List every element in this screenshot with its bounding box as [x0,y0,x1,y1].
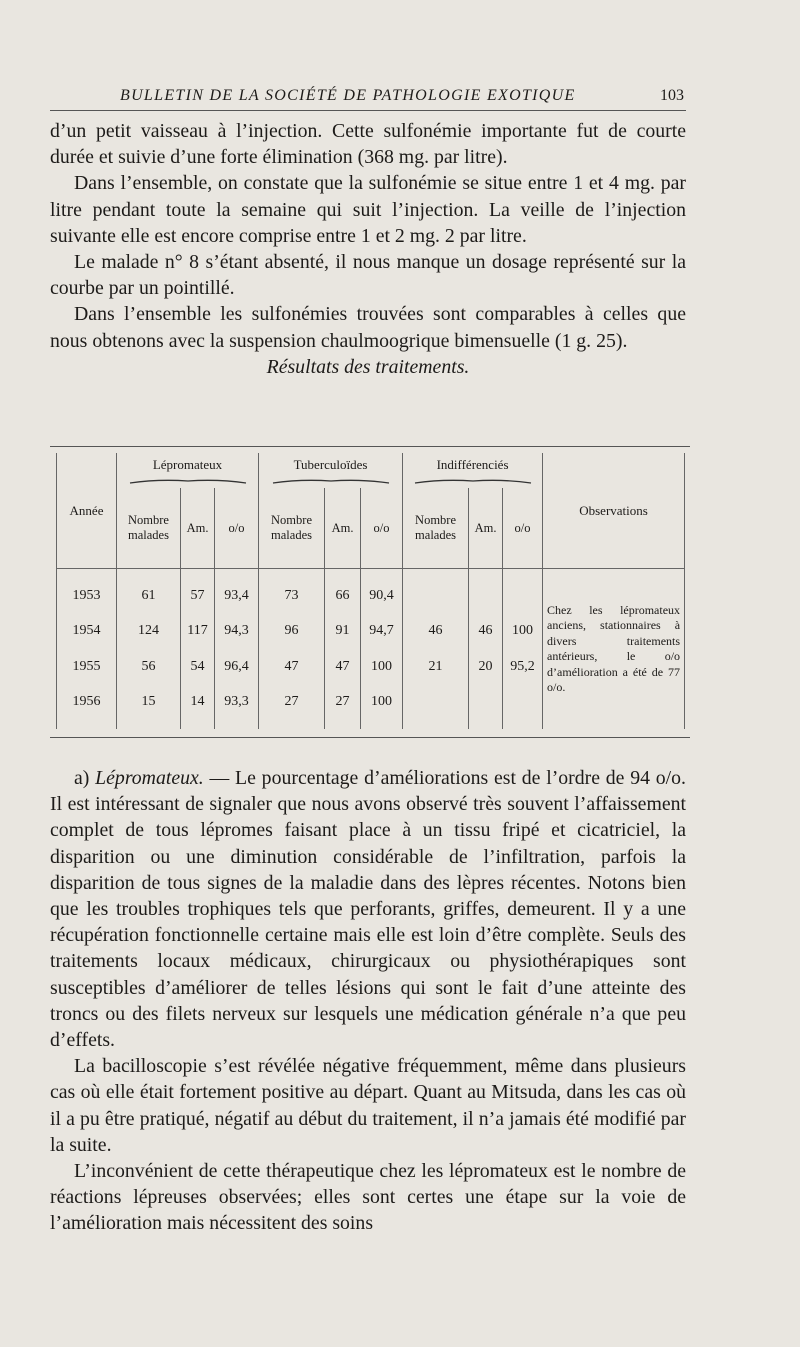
cell-tub-pct: 100 [361,649,403,684]
header-observations: Observations [543,453,685,569]
paragraph-label: a) [74,767,96,789]
cell-tub-nombre: 47 [259,649,325,684]
observation-cell: Chez les lépromateux anciens, stationnaires à divers traitements antérieurs, le o/o d’amélioration a été de 77 o/o. [543,569,685,729]
sub-header-am: Am. [325,488,361,568]
cell-ind-am [469,684,503,719]
paragraph-body: — Le pourcentage d’améliorations est de l’ordre de 94 o/o. Il est intéressant de signaler que nous avons observé très souvent l’affaissement complet de tous lépromes faisant place à un tissu fripé et cicatriciel, la disparition ou une diminution considérable de l’infiltration, parfois la disparition de tous signes de la maladie dans des lèpres récentes. Notons bien que les troubles trophiques tels que perforants, griffes, demeurent. Il y a une récupération fonctionnelle certaine mais elle est loin d’être complète. Seuls des traitements locaux médicaux, chirurgicaux ou physiothérapiques sont susceptibles d’améliorer de telles lésions qui sont le fait d’une atteinte des troncs ou des filets nerveux sur lesquels une médication générale n’a que peu d’effets. [50,767,686,1052]
paragraph-continued: d’un petit vaisseau à l’injection. Cette sulfonémie importante fut de courte durée et suivie d’une forte élimination (368 mg. par litre). [50,120,686,169]
paragraph-bacilloscopie: La bacilloscopie s’est révélée négative fréquemment, même dans plusieurs cas où elle était fortement positive au départ. Quant au Mitsuda, dans les cas où il a pu être pratiqué, négatif au début du traitement, il n’a jamais été modifié par la suite. [50,1055,686,1156]
brace-icon [128,477,248,485]
cell-tub-pct: 90,4 [361,579,403,614]
cell-ind-am [469,579,503,614]
text-block-before-table [50,118,686,380]
paragraph-inconvenient: L’inconvénient de cette thérapeutique chez les lépromateux est le nombre de réactions lépreuses observées; elles sont certes une étape sur la voie de l’amélioration mais nécessitent des soins [50,1160,686,1235]
group-indifferencies [403,453,543,488]
running-header [50,86,686,111]
sub-header-pct: o/o [215,488,259,568]
cell-tub-am: 66 [325,579,361,614]
cell-tub-nombre: 73 [259,579,325,614]
cell-ind-pct: 100 [503,614,543,649]
cell-lep-pct: 93,3 [215,684,259,719]
sub-header-am: Am. [181,488,215,568]
paragraph-comparison: Dans l’ensemble les sulfonémies trouvées sont comparables à celles que nous obtenons avec la suspension chaulmoogrique bimensuelle (1 g. 25). [50,303,686,352]
group-tuberculoides [259,453,403,488]
cell-ind-nombre [403,684,469,719]
cell-ind-am: 20 [469,649,503,684]
cell-lep-am: 57 [181,579,215,614]
group-lepromateux [117,453,259,488]
paragraph-heading-italic: Lépromateux. [95,767,204,789]
cell-lep-nombre: 61 [117,579,181,614]
cell-lep-pct: 93,4 [215,579,259,614]
cell-year: 1956 [57,684,117,719]
cell-lep-am: 54 [181,649,215,684]
page-number: 103 [660,87,684,104]
sub-header-pct: o/o [361,488,403,568]
cell-ind-nombre [403,579,469,614]
sub-header-nombre: Nombre malades [259,488,325,568]
cell-lep-am: 14 [181,684,215,719]
cell-tub-pct: 100 [361,684,403,719]
cell-lep-nombre: 124 [117,614,181,649]
cell-ind-am: 46 [469,614,503,649]
cell-tub-am: 47 [325,649,361,684]
text-block-after-table [50,765,686,1237]
cell-tub-nombre: 27 [259,684,325,719]
group-label: Lépromateux [152,456,223,472]
cell-ind-pct: 95,2 [503,649,543,684]
group-label: Indifférenciés [436,456,509,472]
paragraph-malade-absent: Le malade n° 8 s’étant absenté, il nous manque un dosage représenté sur la courbe par un pointillé. [50,251,686,300]
cell-year: 1954 [57,614,117,649]
sub-header-pct: o/o [503,488,543,568]
cell-lep-am: 117 [181,614,215,649]
results-table-frame [50,446,690,738]
cell-year: 1955 [57,649,117,684]
brace-icon [271,477,391,485]
cell-tub-pct: 94,7 [361,614,403,649]
cell-lep-nombre: 15 [117,684,181,719]
paragraph-lepromateux [50,765,686,1053]
section-title: Résultats des traitements. [266,355,470,378]
running-title: BULLETIN DE LA SOCIÉTÉ DE PATHOLOGIE EXOTIQUE [120,87,576,104]
paragraph-sulfonemie-range: Dans l’ensemble, on constate que la sulfonémie se situe entre 1 et 4 mg. par litre pendant toute la semaine qui suit l’injection. La veille de l’injection suivante elle est encore comprise entre 1 et 2 mg. 2 par litre. [50,172,686,247]
sub-header-nombre: Nombre malades [403,488,469,568]
group-label: Tuberculoïdes [293,456,368,472]
cell-tub-am: 91 [325,614,361,649]
header-year: Année [57,453,117,569]
cell-year: 1953 [57,579,117,614]
sub-header-nombre: Nombre malades [117,488,181,568]
sub-header-am: Am. [469,488,503,568]
cell-lep-pct: 94,3 [215,614,259,649]
cell-lep-nombre: 56 [117,649,181,684]
cell-tub-nombre: 96 [259,614,325,649]
brace-icon [413,477,533,485]
cell-ind-nombre: 21 [403,649,469,684]
cell-ind-pct [503,579,543,614]
cell-ind-pct [503,684,543,719]
cell-lep-pct: 96,4 [215,649,259,684]
results-table [56,453,685,729]
cell-ind-nombre: 46 [403,614,469,649]
cell-tub-am: 27 [325,684,361,719]
